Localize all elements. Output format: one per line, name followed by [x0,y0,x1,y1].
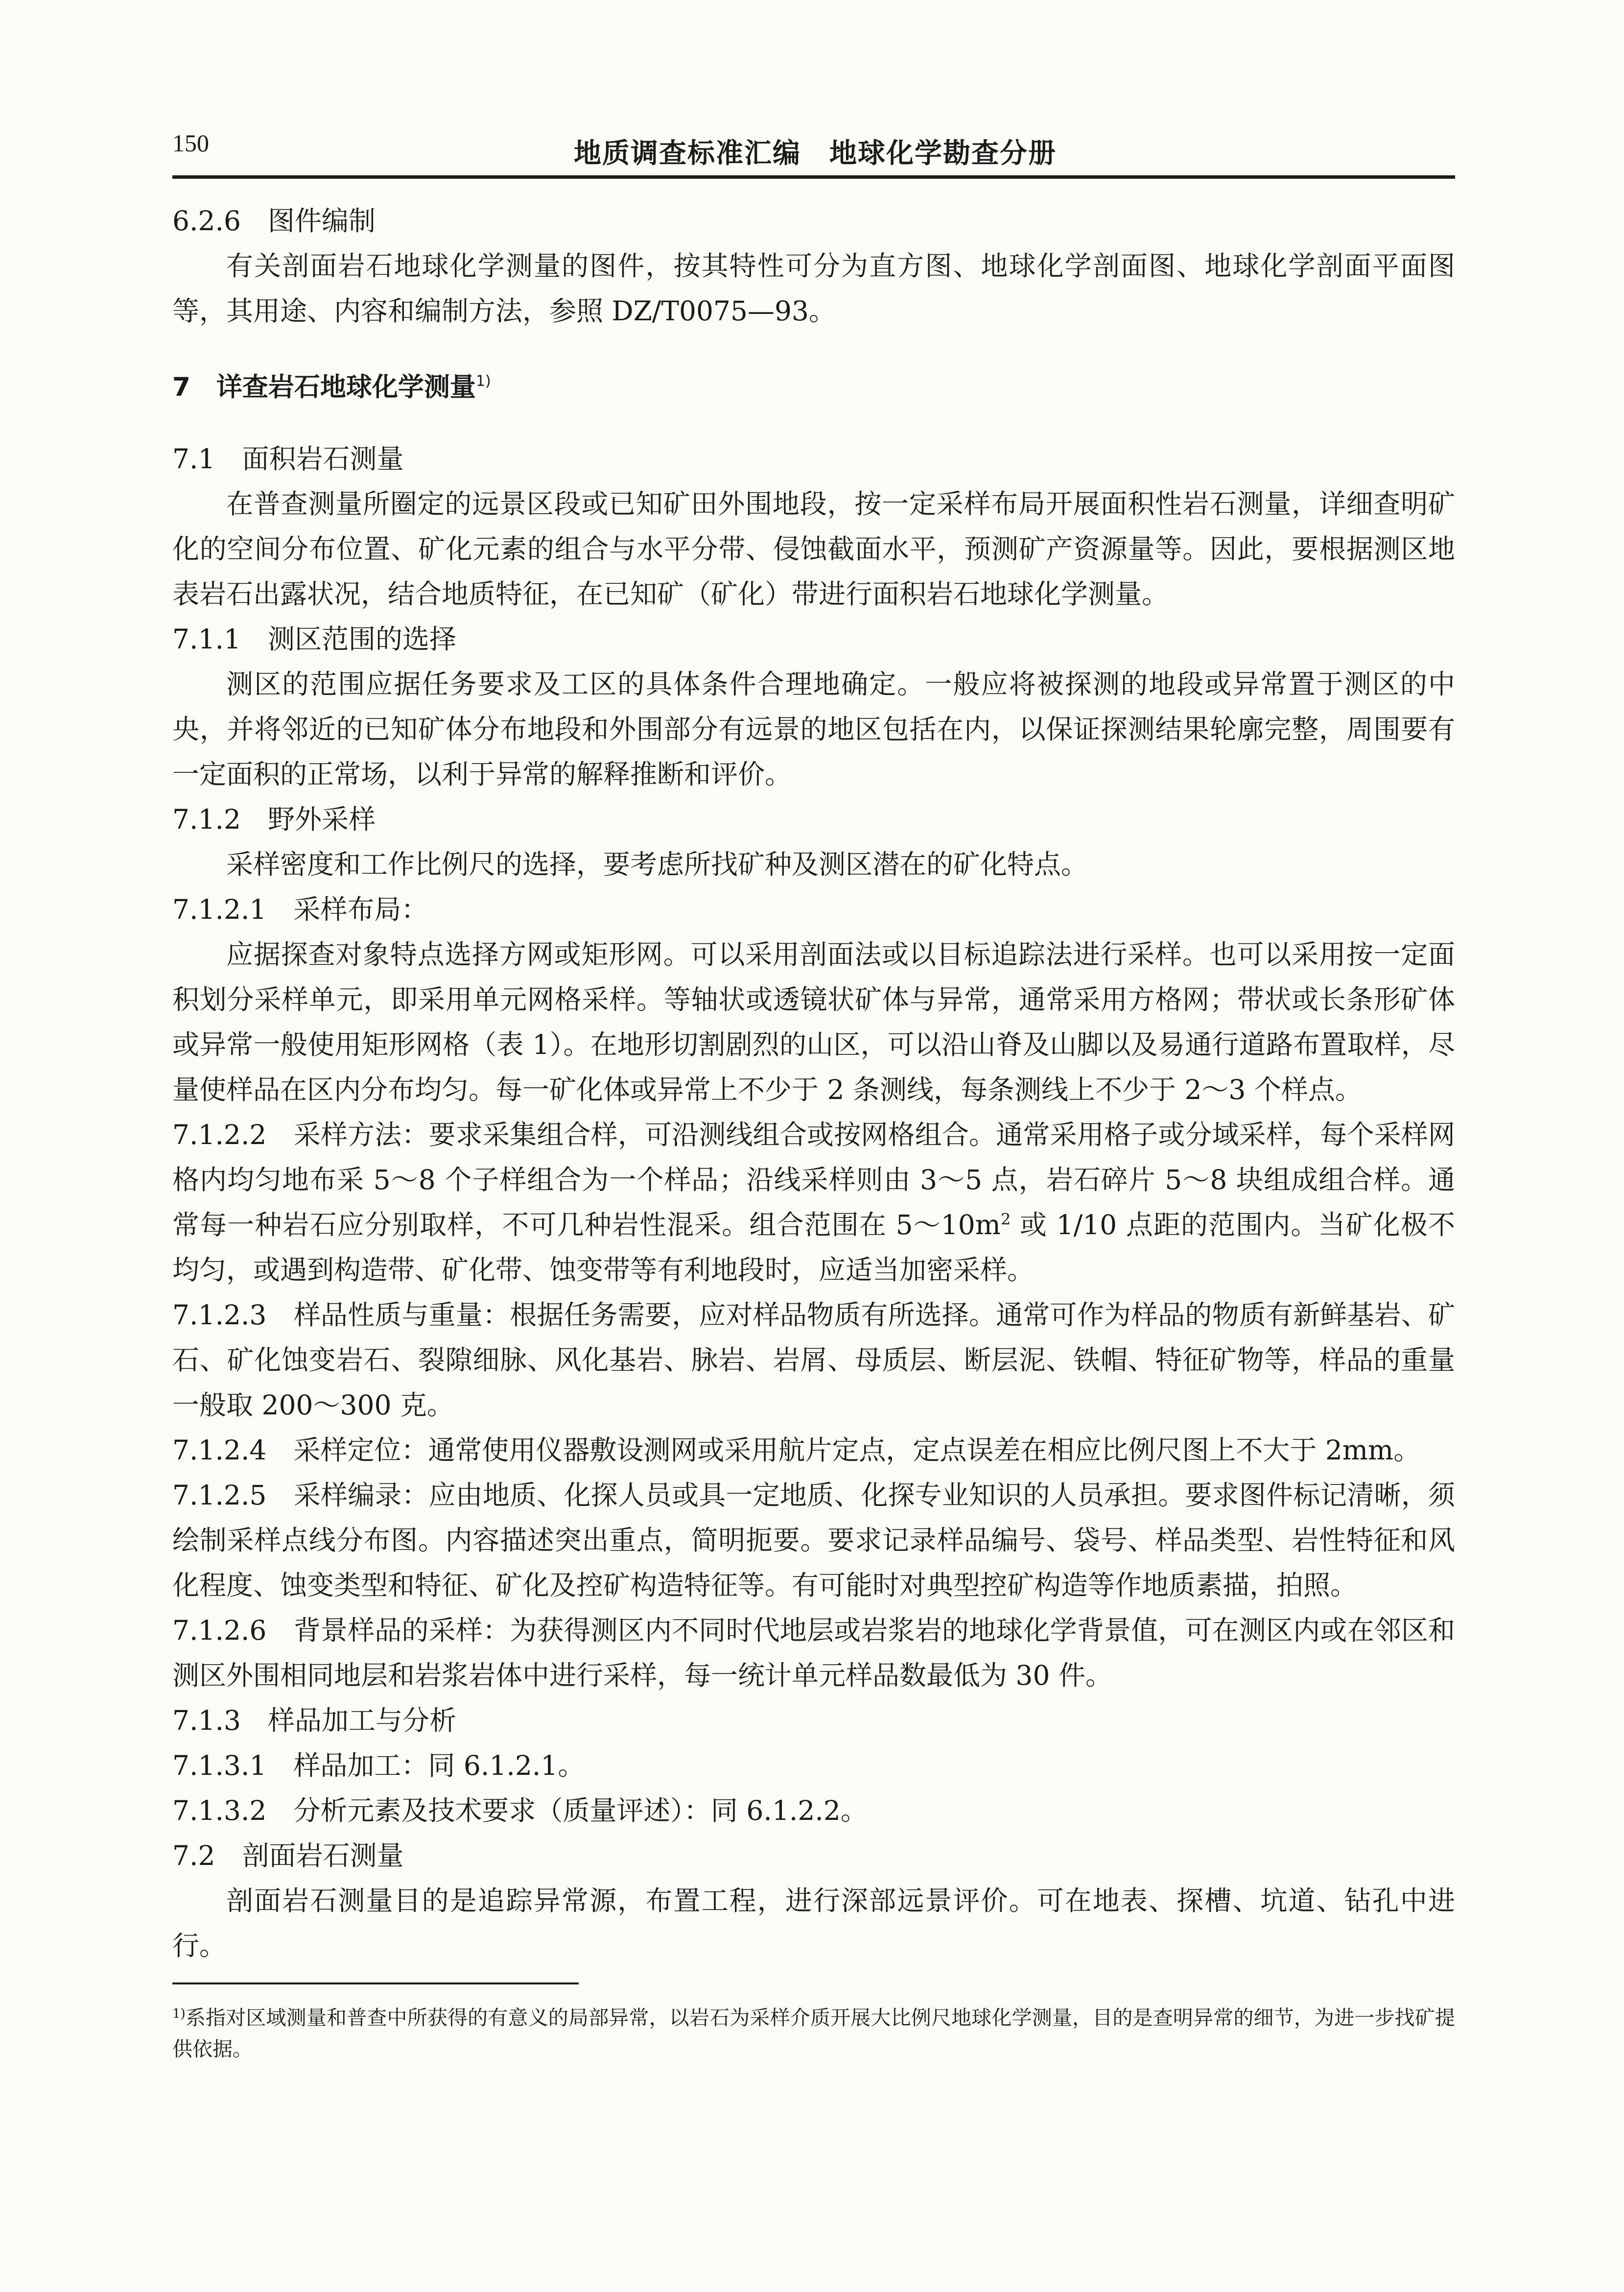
section-heading-7-2: 7.2 剖面岩石测量 [172,1840,404,1871]
paragraph: 在普查测量所圈定的远景区段或已知矿田外围地段，按一定采样布局开展面积性岩石测量，详细查明矿化的空间分布位置、矿化元素的组合与水平分带、侵蚀截面水平，预测矿产资源量等。因此，要根据测区地表岩石出露状况，结合地质特征，在已知矿（矿化）带进行面积岩石地球化学测量。 [172,488,1455,610]
section-heading-7-1-3: 7.1.3 样品加工与分析 [172,1705,456,1736]
clause-7-1-2-3: 7.1.2.3 样品性质与重量：根据任务需要，应对样品物质有所选择。通常可作为样品的物质有新鲜基岩、矿石、矿化蚀变岩石、裂隙细脉、风化基岩、脉岩、岩屑、母质层、断层泥、铁帽、特征矿物等，样品的重量一般取 200～300 克。 [172,1299,1455,1421]
section-heading-7-1-1: 7.1.1 测区范围的选择 [172,623,456,655]
running-header [172,128,1455,179]
paragraph: 采样密度和工作比例尺的选择，要考虑所找矿种及测区潜在的矿化特点。 [226,849,1088,880]
page-number: 150 [172,129,209,157]
footnote-marker: 1) [172,2006,186,2021]
footnote-reference: 1) [475,373,491,390]
clause-7-1-3-2: 7.1.3.2 分析元素及技术要求（质量评述）：同 6.1.2.2。 [172,1795,868,1826]
paragraph: 应据探查对象特点选择方网或矩形网。可以采用剖面法或以目标追踪法进行采样。也可以采用按一定面积划分采样单元，即采用单元网格采样。等轴状或透镜状矿体与异常，通常采用方格网；带状或长条形矿体或异常一般使用矩形网格（表 1）。在地形切割剧烈的山区，可以沿山脊及山脚以及易通行道路布置取样，尽量使样品在区内分布均匀。每一矿化体或异常上不少于 2 条测线，每条测线上不少于 2～3 个样点。 [172,939,1455,1105]
clause-7-1-3-1: 7.1.3.1 样品加工：同 6.1.2.1。 [172,1750,585,1781]
clause-text: 或 1/10 点距的范围内。当矿化极不均匀，或遇到构造带、矿化带、蚀变带等有利地段时，应适当加密采样。 [172,1209,1455,1286]
footnote-text: 系指对区域测量和普查中所获得的有意义的局部异常，以岩石为采样介质开展大比例尺地球化学测量，目的是查明异常的细节，为进一步找矿提供依据。 [172,2006,1455,2061]
paragraph: 有关剖面岩石地球化学测量的图件，按其特性可分为直方图、地球化学剖面图、地球化学剖面平面图等，其用途、内容和编制方法，参照 DZ/T0075—93。 [172,250,1455,327]
clause-7-1-2-5: 7.1.2.5 采样编录：应由地质、化探人员或具一定地质、化探专业知识的人员承担。要求图件标记清晰，须绘制采样点线分布图。内容描述突出重点，简明扼要。要求记录样品编号、袋号、样品类型、岩性特征和风化程度、蚀变类型和特征、矿化及控矿构造特征等。有可能时对典型控矿构造等作地质素描，拍照。 [172,1480,1455,1601]
body-text [172,198,1455,1968]
clause-7-1-2-6: 7.1.2.6 背景样品的采样：为获得测区内不同时代地层或岩浆岩的地球化学背景值，可在测区内或在邻区和测区外围相同地层和岩浆岩体中进行采样，每一统计单元样品数最低为 30 件。 [172,1615,1455,1691]
book-title: 地质调查标准汇编 地球化学勘查分册 [574,137,1057,169]
clause-text: 7.1.2.2 采样方法：要求采集组合样，可沿测线组合或按网格组合。通常采用格子或分域采样，每个采样网格内均匀地布采 5～8 个子样组合为一个样品；沿线采样则由 3～5 点，岩石碎片 5～8 块组成组合样。通常每一种岩石应分别取样，不可几种岩性混采。组合范围在 5～10m [172,1119,1455,1241]
footnote-divider [172,1982,579,1984]
section-heading-7-1-2: 7.1.2 野外采样 [172,804,376,835]
paragraph: 测区的范围应据任务要求及工区的具体条件合理地确定。一般应将被探测的地段或异常置于测区的中央，并将邻近的已知矿体分布地段和外围部分有远景的地区包括在内，以保证探测结果轮廓完整，周围要有一定面积的正常场，以利于异常的解释推断和评价。 [172,668,1455,790]
paragraph: 剖面岩石测量目的是追踪异常源，布置工程，进行深部远景评价。可在地表、探槽、坑道、钻孔中进行。 [172,1885,1455,1961]
clause-7-1-2-4: 7.1.2.4 采样定位：通常使用仪器敷设测网或采用航片定点，定点误差在相应比例尺图上不大于 2mm。 [172,1434,1421,1466]
chapter-heading-7 [172,359,1455,410]
section-heading-7-1-2-1: 7.1.2.1 采样布局： [172,894,428,925]
section-heading-6-2-6: 6.2.6 图件编制 [172,205,376,237]
superscript: 2 [1000,1210,1011,1229]
footnote [172,1998,1455,2065]
section-heading-7-1: 7.1 面积岩石测量 [172,443,404,475]
clause-7-1-2-2 [172,1112,1455,1292]
chapter-heading-text: 7 详查岩石地球化学测量 [172,372,476,402]
